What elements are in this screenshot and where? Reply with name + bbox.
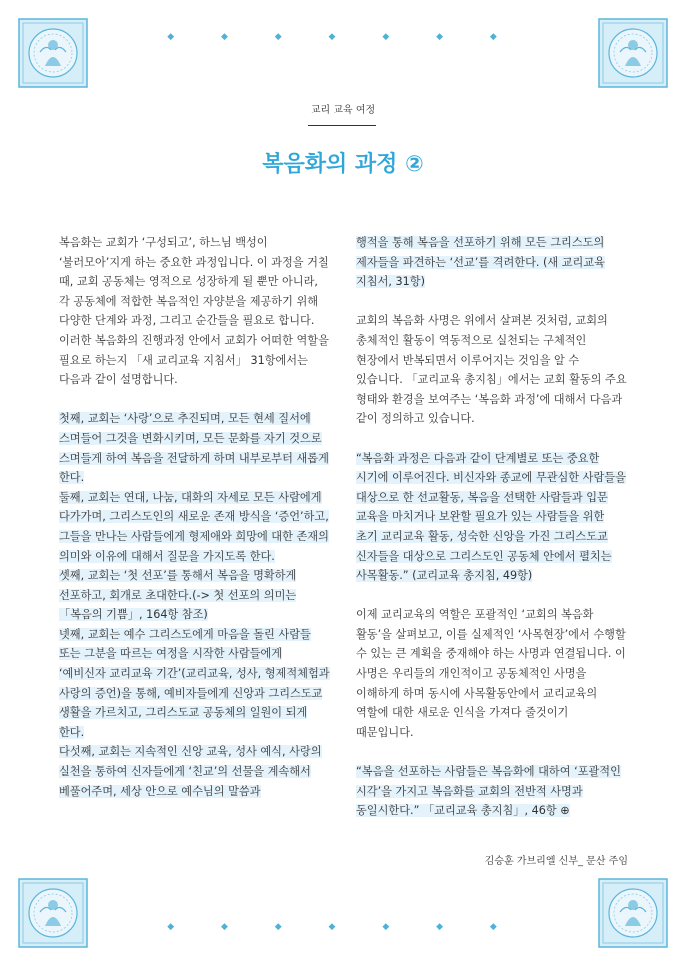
page-title: 복음화의 과정 ② [262, 152, 424, 177]
section-label: 교리 교육 여정 [310, 105, 376, 116]
quote-1-text: “복음화 과정은 다음과 같이 단계별로 또는 중요한 시기에 이루어진다. 비신자와 종교에 무관심한 사람들을 대상으로 한 선교활동, 복음을 선택한 사람들과 입문 교육을 마치거나 보완할 필요가 있는 사람들을 위한 초기 교리교육 활동, 성숙한 신앙을 가진 그리스도교 신자들을 대상으로 그리스도인 공동체 안에서 펼치는 사목활동.” (교리교육 총지침, 49항) [356, 451, 626, 583]
body-paragraph-1: 교회의 복음화 사명은 위에서 살펴본 것처럼, 교회의 총체적인 활동이 역동적으로 실천되는 구체적인 현장에서 반복되면서 이루어지는 것임을 알 수 있습니다. 「교리교육 총지침」에서는 교회 활동의 주요 형태와 환경을 보여주는 ‘복음화 과정’에 대해서 다음과 같이 정의하고 있습니다. [356, 314, 627, 426]
quote-paragraph-1 [356, 449, 628, 586]
list-item-3-text: 셋째, 교회는 ‘첫 선포’를 통해서 복음을 명확하게 선포하고, 회개로 초대한다.(-> 첫 선포의 의미는 「복음의 기쁨」, 164항 참조) [59, 569, 297, 622]
left-column [59, 233, 331, 801]
list-item-2-text: 둘째, 교회는 연대, 나눔, 대화의 자세로 모든 사람에게 다가가며, 그리스도인의 새로운 존재 방식을 ‘증언’하고, 그들을 만나는 사람들에게 형제애와 희망에 대한 존재의 의미와 이유에 대해서 질문을 가지도록 한다. [59, 490, 329, 563]
list-item-2 [59, 488, 331, 566]
list-item-5-continued-text: 행적을 통해 복음을 선포하기 위해 모든 그리스도의 제자들을 파견하는 ‘선교’를 격려한다. (새 교리교육 지침서, 31항) [356, 236, 605, 289]
angel-medallion-icon [598, 18, 668, 88]
right-column [356, 233, 628, 821]
angel-medallion-icon [18, 18, 88, 88]
quote-2-text: “복음을 선포하는 사람들은 복음화에 대하여 ‘포괄적인 시각’을 가지고 복음화를 교회의 전반적 사명과 동일시한다.” 「교리교육 총지침」, 46항 ⊕ [356, 765, 621, 818]
list-item-5-continued [356, 233, 628, 292]
list-item-1-text: 첫째, 교회는 ‘사랑’으로 추진되며, 모든 현세 질서에 스며들어 그것을 변화시키며, 모든 문화를 자기 것으로 스며들게 하여 복음을 전달하게 하며 내부로부터 새롭게 한다. [59, 412, 329, 485]
list-item-4 [59, 625, 331, 743]
list-item-4-text: 넷째, 교회는 예수 그리스도에게 마음을 돌린 사람들 또는 그분을 따르는 여정을 시작한 사람들에게 ‘예비신자 교리교육 기간’(교리교육, 성사, 형제적체험과 사랑의 증언)을 통해, 예비자들에게 신앙과 그리스도교 생활을 가르치고, 그리스도교 공동체의 일원이 되게 한다. [59, 627, 330, 739]
list-item-3 [59, 566, 331, 625]
section-divider [308, 125, 376, 126]
intro-paragraph: 복음화는 교회가 ‘구성되고’, 하느님 백성이 ‘불러모아’지게 하는 중요한 과정입니다. 이 과정을 거칠 때, 교회 공동체는 영적으로 성장하게 될 뿐만 아니라, 각 공동체에 적합한 복음적인 자양분을 제공하기 위해 다양한 단계와 과정, 그리고 순간들을 필요로 합니다. 이러한 복음화의 진행과정 안에서 교회가 어떠한 역할을 필요로 하는지 「새 교리교육 지침서」 31항에서는 다음과 같이 설명합니다. [59, 236, 329, 387]
quote-paragraph-2 [356, 762, 628, 821]
author-credit: 김승훈 가브리엘 신부_ 문산 주임 [484, 856, 628, 867]
decorative-dots-top: ◆ ◆ ◆ ◆ ◆ ◆ ◆ [167, 32, 519, 42]
angel-medallion-icon [598, 878, 668, 948]
body-paragraph-2: 이제 교리교육의 역할은 포괄적인 ‘교회의 복음화 활동’을 살펴보고, 이를 실제적인 ‘사목현장’에서 수행할 수 있는 큰 계획을 중재해야 하는 사명과 연결됩니다. 이 사명은 우리들의 개인적이고 공동체적인 사명을 이해하게 하며 동시에 사목활동안에서 교리교육의 역할에 대한 새로운 인식을 가져다 줄것이기 때문입니다. [356, 608, 626, 739]
angel-medallion-icon [18, 878, 88, 948]
decorative-dots-bottom: ◆ ◆ ◆ ◆ ◆ ◆ ◆ [167, 922, 519, 932]
list-item-1 [59, 409, 331, 487]
list-item-5 [59, 742, 331, 801]
list-item-5-text: 다섯째, 교회는 지속적인 신앙 교육, 성사 예식, 사랑의 실천을 통하여 신자들에게 ‘친교’의 선물을 계속해서 베풀어주며, 세상 안으로 예수님의 말씀과 [59, 745, 322, 798]
